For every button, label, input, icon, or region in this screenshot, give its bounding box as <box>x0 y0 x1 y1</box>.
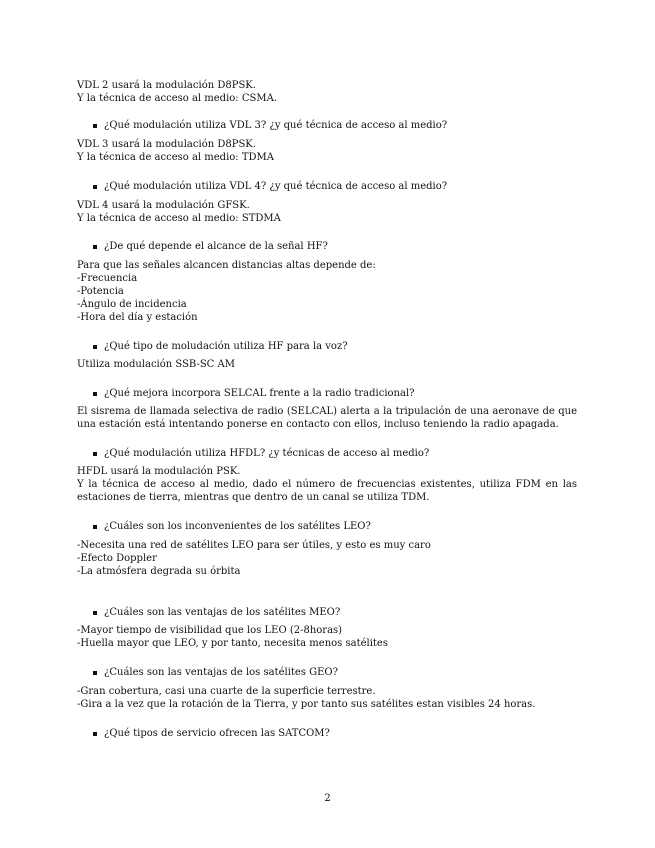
answer-line: -Mayor tiempo de visibilidad que los LEO (2-8horas) <box>77 625 343 636</box>
bullet-icon <box>93 452 97 456</box>
answer-line: -Potencia <box>77 286 124 297</box>
answer-line: Y la técnica de acceso al medio: CSMA. <box>77 93 277 104</box>
answer-line: VDL 4 usará la modulación GFSK. <box>77 200 250 211</box>
bullet-icon <box>93 671 97 675</box>
answer-line: -Frecuencia <box>77 273 138 284</box>
answer-line: HFDL usará la modulación PSK. <box>77 466 241 477</box>
answer-line: Y la técnica de acceso al medio: STDMA <box>77 213 281 224</box>
bullet-icon <box>93 732 97 736</box>
answer-line: -Ángulo de incidencia <box>77 299 187 310</box>
answer-line: VDL 2 usará la modulación D8PSK. <box>77 80 256 91</box>
bullet-icon <box>93 185 97 189</box>
bullet-icon <box>93 611 97 615</box>
answer-line: VDL 3 usará la modulación D8PSK. <box>77 139 256 150</box>
answer-line: -Hora del día y estación <box>77 312 198 323</box>
question-line: ¿Cuáles son las ventajas de los satélites MEO? <box>104 607 341 618</box>
bullet-icon <box>93 392 97 396</box>
answer-line: -Efecto Doppler <box>77 553 157 564</box>
question-line: ¿Qué modulación utiliza VDL 3? ¿y qué técnica de acceso al medio? <box>104 120 448 131</box>
answer-line: -Gran cobertura, casi una cuarte de la superficie terrestre. <box>77 686 376 697</box>
answer-paragraph: El sisrema de llamada selectiva de radio (SELCAL) alerta a la tripulación de una aeronave de que una estación está intentando ponerse en contacto con ellos, incluso teniendo la radio apagada. <box>77 406 577 430</box>
question-line: ¿Qué mejora incorpora SELCAL frente a la radio tradicional? <box>104 388 415 399</box>
question-line: ¿Qué tipos de servicio ofrecen las SATCOM? <box>104 728 330 739</box>
question-line: ¿De qué depende el alcance de la señal HF? <box>104 241 328 252</box>
answer-line: -La atmósfera degrada su órbita <box>77 566 241 577</box>
answer-line: -Necesita una red de satélites LEO para ser útiles, y esto es muy caro <box>77 540 431 551</box>
question-line: ¿Cuáles son las ventajas de los satélites GEO? <box>104 667 338 678</box>
question-line: ¿Qué tipo de moludación utiliza HF para la voz? <box>104 341 348 352</box>
question-line: ¿Cuáles son los inconvenientes de los satélites LEO? <box>104 521 371 532</box>
answer-paragraph: Y la técnica de acceso al medio, dado el número de frecuencias existentes, utiliza FDM en las estaciones de tierra, mientras que dentro de un canal se utiliza TDM. <box>77 479 577 503</box>
bullet-icon <box>93 525 97 529</box>
bullet-icon <box>93 124 97 128</box>
bullet-icon <box>93 345 97 349</box>
question-line: ¿Qué modulación utiliza VDL 4? ¿y qué técnica de acceso al medio? <box>104 181 448 192</box>
answer-line: -Gira a la vez que la rotación de la Tierra, y por tanto sus satélites estan visibles 24 horas. <box>77 699 536 710</box>
answer-line: -Huella mayor que LEO, y por tanto, necesita menos satélites <box>77 638 388 649</box>
answer-line: Para que las señales alcancen distancias altas depende de: <box>77 260 376 271</box>
answer-line: Y la técnica de acceso al medio: TDMA <box>77 152 275 163</box>
bullet-icon <box>93 245 97 249</box>
page-number: 2 <box>324 793 331 804</box>
answer-line: Utiliza modulación SSB-SC AM <box>77 359 235 370</box>
question-line: ¿Qué modulación utiliza HFDL? ¿y técnicas de acceso al medio? <box>104 448 430 459</box>
